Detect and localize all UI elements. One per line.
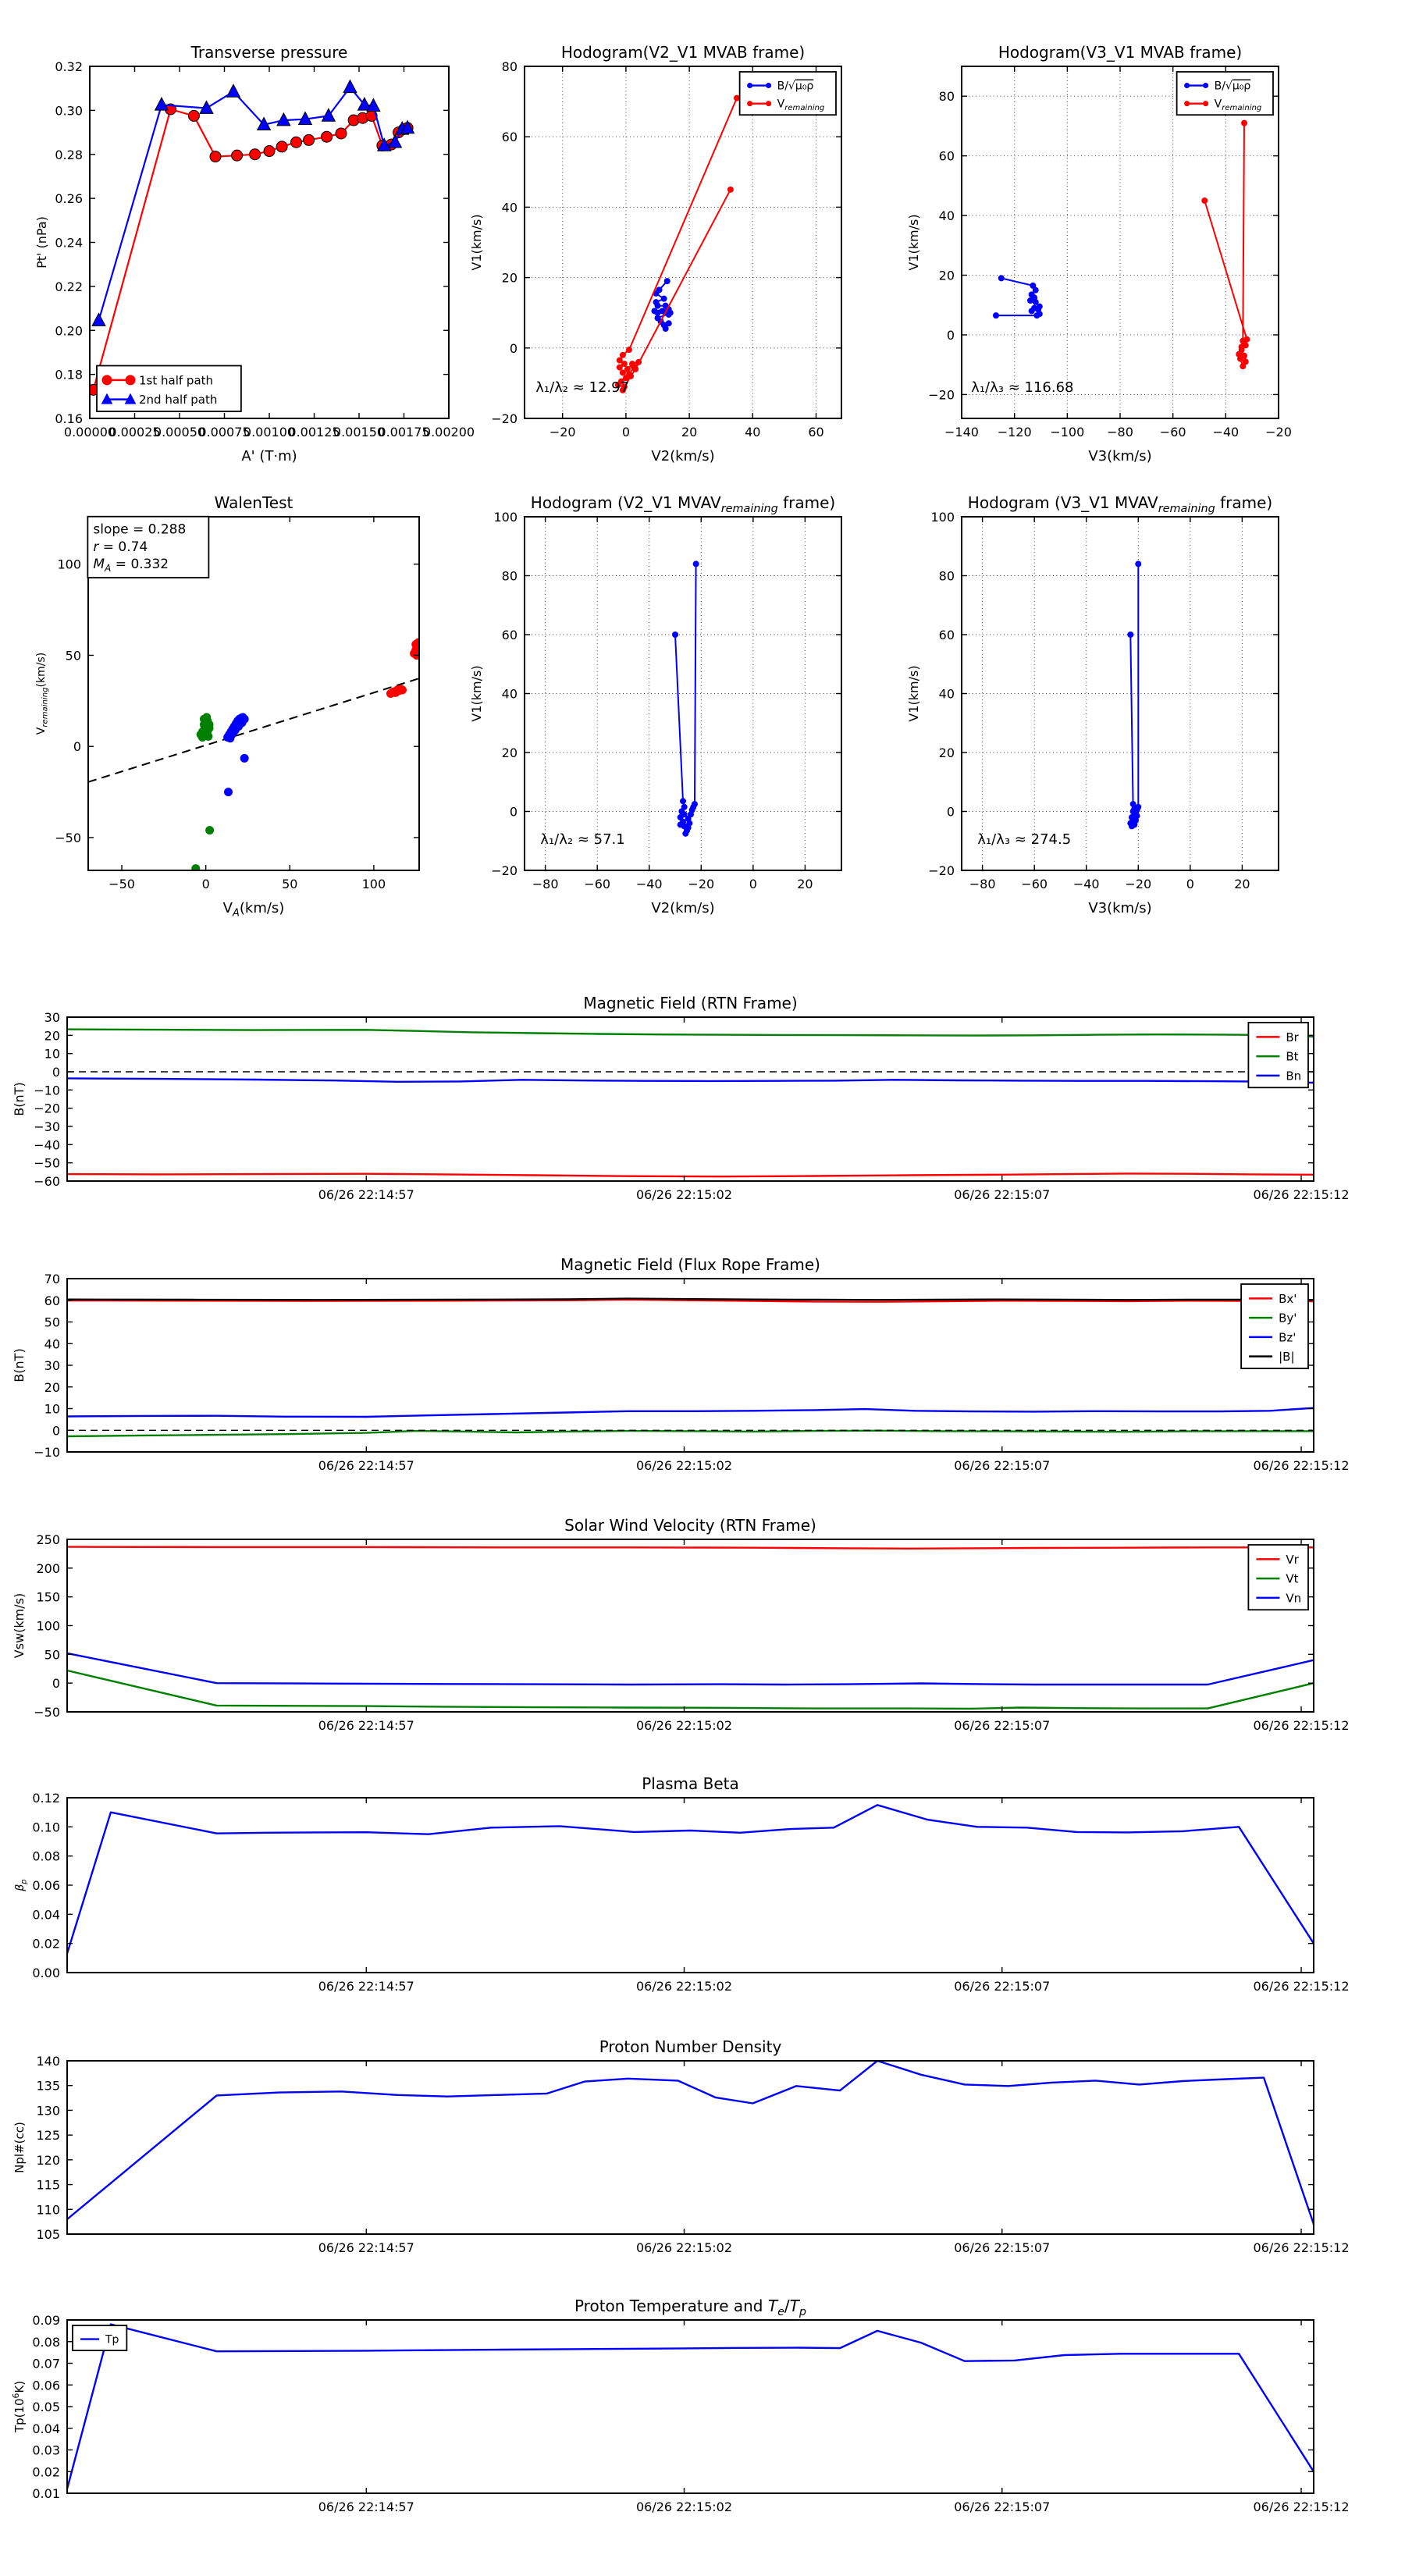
y-tick-label: 0 — [509, 340, 518, 356]
circle-marker — [414, 650, 422, 659]
circle-marker — [1184, 83, 1190, 88]
panel-hodogram-v2v1-mvab — [469, 43, 841, 464]
circle-marker — [663, 326, 669, 332]
y-tick-label: 10 — [44, 1046, 60, 1062]
y-tick-label: 40 — [44, 1336, 60, 1352]
circle-marker — [747, 101, 752, 106]
y-tick-label: 0.12 — [32, 1791, 60, 1806]
circle-marker — [1241, 120, 1247, 126]
x-tick-label: 06/26 22:15:12 — [1253, 1458, 1350, 1473]
x-tick-label: −80 — [969, 877, 996, 891]
x-tick-label: 0.00025 — [108, 425, 161, 439]
circle-marker — [224, 788, 233, 796]
legend — [740, 72, 836, 115]
circle-marker — [672, 632, 678, 638]
legend-item-label: 2nd half path — [139, 393, 218, 407]
y-tick-label: 100 — [493, 510, 518, 525]
panel-hodogram-v3v1-mvav — [906, 493, 1279, 916]
y-tick-label: 0.10 — [32, 1820, 60, 1835]
circle-marker — [747, 83, 752, 88]
axes-background — [67, 1539, 1314, 1712]
y-tick-label: 80 — [501, 568, 518, 584]
x-tick-label: 60 — [808, 425, 824, 439]
y-tick-label: 60 — [44, 1293, 60, 1308]
x-tick-label: 06/26 22:15:07 — [954, 2240, 1051, 2255]
y-axis-label: Pt' (nPa) — [34, 216, 49, 269]
y-tick-label: 20 — [44, 1028, 60, 1044]
panel-title: Magnetic Field (RTN Frame) — [583, 994, 798, 1012]
panel-title: Plasma Beta — [642, 1774, 739, 1793]
x-tick-label: 0.00150 — [333, 425, 386, 439]
legend-item-label: |B| — [1279, 1350, 1295, 1364]
circle-marker — [1033, 312, 1040, 318]
x-tick-label: 0 — [749, 877, 757, 891]
legend-item-label: Bt — [1286, 1049, 1299, 1064]
axes-background — [525, 66, 841, 418]
y-tick-label: 125 — [36, 2128, 60, 2144]
legend-item-label: Vr — [1286, 1552, 1299, 1567]
circle-marker — [993, 312, 999, 318]
x-tick-label: 06/26 22:15:02 — [635, 1979, 733, 1994]
panel-title: WalenTest — [214, 493, 293, 512]
circle-marker — [202, 713, 211, 721]
y-axis-label: V1(km/s) — [469, 665, 484, 722]
y-tick-label: −50 — [34, 1155, 60, 1171]
circle-marker — [998, 275, 1005, 281]
x-tick-label: −100 — [1050, 425, 1085, 439]
y-axis-label: V1(km/s) — [469, 214, 484, 271]
circle-marker — [632, 366, 638, 372]
annotation: λ₁/λ₃ ≈ 274.5 — [977, 831, 1072, 849]
y-tick-label: 50 — [65, 648, 81, 664]
x-tick-label: 06/26 22:15:07 — [954, 1458, 1051, 1473]
y-tick-label: 0.00 — [32, 1966, 60, 1980]
circle-marker — [102, 375, 112, 385]
y-tick-label: 0.05 — [32, 2400, 60, 2414]
legend-item-label: 1st half path — [139, 373, 214, 388]
x-axis-label: A' (T·m) — [241, 448, 297, 464]
circle-marker — [240, 715, 249, 724]
circle-marker — [201, 721, 210, 730]
legend-item-label: Vn — [1286, 1591, 1302, 1606]
x-tick-label: 0.00000 — [63, 425, 116, 439]
x-tick-label: 20 — [797, 877, 813, 891]
y-tick-label: 20 — [938, 268, 955, 283]
y-tick-label: 0 — [52, 1065, 60, 1080]
y-tick-label: 200 — [36, 1560, 60, 1576]
x-tick-label: 06/26 22:14:57 — [318, 2500, 414, 2514]
x-tick-label: 06/26 22:15:12 — [1253, 1979, 1350, 1994]
y-tick-label: 20 — [501, 745, 518, 760]
x-axis-label: V3(km/s) — [1088, 900, 1152, 916]
axes-background — [67, 1798, 1314, 1973]
panel-title: Proton Temperature and $T_e/T_p$ — [574, 2297, 807, 2318]
x-tick-label: −80 — [1107, 425, 1133, 439]
legend — [1248, 1023, 1308, 1087]
circle-marker — [661, 296, 667, 302]
y-tick-label: 0.20 — [55, 323, 83, 339]
legend-item-label: $V_{remaining}$ — [777, 98, 825, 113]
circle-marker — [1184, 101, 1190, 106]
circle-marker — [635, 359, 642, 365]
y-tick-label: −20 — [928, 387, 955, 403]
legend — [1241, 1284, 1308, 1368]
x-tick-label: −50 — [108, 877, 135, 891]
circle-marker — [1029, 308, 1035, 314]
circle-marker — [197, 731, 205, 739]
y-tick-label: −60 — [34, 1174, 60, 1189]
x-axis-label: V2(km/s) — [651, 900, 715, 916]
y-tick-label: 0.02 — [32, 1936, 60, 1952]
circle-marker — [1201, 197, 1208, 204]
panel-walen-test — [35, 493, 424, 920]
y-tick-label: 100 — [36, 1618, 60, 1634]
y-axis-label: B(nT) — [12, 1348, 27, 1382]
circle-marker — [226, 734, 234, 742]
y-tick-label: 0.07 — [32, 2356, 60, 2371]
annotation: r = 0.74 — [93, 539, 148, 555]
circle-marker — [655, 303, 661, 309]
panel-hodogram-v2v1-mvav — [469, 493, 841, 916]
x-tick-label: 0 — [1186, 877, 1194, 891]
y-tick-label: 40 — [501, 686, 518, 702]
x-tick-label: 0.00050 — [153, 425, 206, 439]
y-tick-label: 60 — [501, 628, 518, 642]
circle-marker — [628, 373, 634, 379]
x-tick-label: 06/26 22:15:07 — [954, 1979, 1051, 1994]
panel-hodogram-v3v1-mvab — [906, 43, 1292, 464]
y-tick-label: 0.04 — [32, 1907, 60, 1923]
y-tick-label: 20 — [44, 1379, 60, 1395]
annotation: $M_A = 0.332$ — [93, 556, 169, 575]
circle-marker — [1203, 101, 1208, 106]
circle-marker — [232, 150, 243, 161]
x-axis-label: V2(km/s) — [651, 448, 715, 464]
y-tick-label: 250 — [36, 1532, 60, 1547]
y-tick-label: 100 — [57, 557, 81, 572]
y-tick-label: 80 — [938, 89, 955, 105]
panel-solar-wind-velocity — [12, 1516, 1350, 1733]
panel-title: Magnetic Field (Flux Rope Frame) — [560, 1255, 820, 1274]
panel-magnetic-field-flux-rope — [12, 1255, 1350, 1473]
circle-marker — [322, 131, 333, 142]
circle-marker — [1135, 560, 1141, 567]
y-tick-label: 130 — [36, 2103, 60, 2119]
axes-background — [67, 1017, 1314, 1181]
annotation: λ₁/λ₃ ≈ 116.68 — [971, 379, 1074, 397]
y-axis-label: $\beta_p$ — [14, 1879, 29, 1891]
y-tick-label: 60 — [938, 148, 955, 164]
y-axis-label: Vsw(km/s) — [12, 1592, 27, 1659]
legend-item-label: B/√μ₀ρ — [777, 80, 814, 93]
y-tick-label: −40 — [34, 1137, 60, 1153]
y-tick-label: −50 — [55, 830, 81, 845]
panel-transverse-pressure — [34, 43, 475, 464]
panel-title: Hodogram(V2_V1 MVAB frame) — [560, 43, 806, 62]
circle-marker — [664, 278, 670, 284]
y-tick-label: −10 — [34, 1083, 60, 1098]
circle-marker — [1203, 83, 1208, 88]
x-tick-label: 06/26 22:15:07 — [954, 1718, 1051, 1733]
x-tick-label: 06/26 22:15:02 — [635, 2500, 733, 2514]
circle-marker — [250, 149, 261, 160]
panel-proton-temperature — [11, 2297, 1350, 2514]
circle-marker — [336, 128, 347, 139]
x-tick-label: −60 — [1021, 877, 1048, 891]
x-tick-label: −80 — [532, 877, 559, 891]
x-tick-label: −140 — [944, 425, 979, 439]
x-tick-label: 0.00200 — [422, 425, 475, 439]
circle-marker — [666, 320, 672, 326]
legend-item-label: Vt — [1286, 1571, 1299, 1586]
circle-marker — [617, 365, 623, 371]
legend-item-label: Bz' — [1279, 1330, 1297, 1345]
annotation: λ₁/λ₂ ≈ 12.97 — [535, 379, 630, 397]
circle-marker — [304, 134, 315, 145]
y-axis-label: V1(km/s) — [906, 214, 921, 271]
circle-marker — [398, 685, 407, 694]
x-tick-label: 06/26 22:15:07 — [954, 1187, 1051, 1202]
circle-marker — [1027, 297, 1033, 304]
y-tick-label: 80 — [938, 568, 955, 584]
x-tick-label: −60 — [584, 877, 611, 891]
circle-marker — [240, 754, 249, 763]
circle-marker — [191, 864, 200, 873]
circle-marker — [682, 831, 688, 837]
circle-marker — [291, 137, 302, 148]
x-tick-label: 20 — [681, 425, 698, 439]
x-tick-label: 100 — [361, 877, 386, 891]
x-tick-label: −60 — [1159, 425, 1186, 439]
y-tick-label: 0.04 — [32, 2421, 60, 2436]
circle-marker — [727, 187, 734, 193]
y-tick-label: 60 — [501, 130, 518, 145]
legend — [1248, 1545, 1308, 1610]
y-tick-label: 0.02 — [32, 2464, 60, 2480]
y-tick-label: 0 — [946, 327, 955, 343]
x-tick-label: −40 — [635, 877, 663, 891]
circle-marker — [766, 101, 771, 106]
circle-marker — [1127, 632, 1133, 638]
x-tick-label: 06/26 22:15:02 — [635, 2240, 733, 2255]
y-tick-label: 0 — [73, 739, 81, 755]
circle-marker — [692, 801, 698, 807]
x-tick-label: −40 — [1072, 877, 1100, 891]
panel-title: Hodogram (V2_V1 $MVAV_{remaining}$ frame) — [530, 493, 836, 515]
y-tick-label: 10 — [44, 1401, 60, 1417]
y-tick-label: 0.06 — [32, 1878, 60, 1893]
y-tick-label: 20 — [501, 270, 518, 286]
panel-proton-number-density — [12, 2037, 1350, 2255]
x-tick-label: 06/26 22:15:02 — [635, 1458, 733, 1473]
y-tick-label: 135 — [36, 2078, 60, 2094]
x-tick-label: −20 — [688, 877, 715, 891]
x-tick-label: 0.00125 — [288, 425, 340, 439]
legend — [73, 2325, 126, 2350]
y-tick-label: 105 — [36, 2227, 60, 2242]
y-tick-label: −50 — [34, 1705, 60, 1720]
legend-item-label: Bx' — [1279, 1291, 1297, 1306]
y-axis-label: V1(km/s) — [906, 665, 921, 722]
legend-item-label: B/√μ₀ρ — [1214, 80, 1251, 93]
x-tick-label: 0 — [201, 877, 210, 891]
y-tick-label: 0.18 — [55, 367, 83, 382]
y-tick-label: −20 — [491, 863, 518, 878]
x-tick-label: 06/26 22:15:12 — [1253, 2240, 1350, 2255]
y-tick-label: 0.01 — [32, 2486, 60, 2501]
x-axis-label: V3(km/s) — [1088, 448, 1152, 464]
y-tick-label: 0.03 — [32, 2443, 60, 2458]
circle-marker — [264, 146, 275, 157]
x-tick-label: 50 — [282, 877, 298, 891]
y-tick-label: 80 — [501, 59, 518, 74]
y-tick-label: 50 — [44, 1647, 60, 1663]
legend-item-label: Tp — [105, 2333, 119, 2347]
legend-item-label: $V_{remaining}$ — [1214, 98, 1262, 113]
circle-marker — [680, 798, 686, 804]
y-axis-label: $V_{remaining}(km/s)$ — [35, 652, 50, 735]
y-tick-label: 115 — [36, 2177, 60, 2193]
y-tick-label: 0.08 — [32, 1848, 60, 1864]
y-tick-label: 0.24 — [55, 235, 83, 251]
circle-marker — [1135, 804, 1141, 810]
x-tick-label: 06/26 22:14:57 — [318, 1458, 414, 1473]
legend — [97, 366, 241, 412]
y-tick-label: −20 — [928, 863, 955, 878]
x-tick-label: 06/26 22:15:12 — [1253, 2500, 1350, 2514]
panel-title: Hodogram(V3_V1 MVAB frame) — [998, 43, 1243, 62]
x-tick-label: 06/26 22:15:12 — [1253, 1718, 1350, 1733]
y-tick-label: 50 — [44, 1315, 60, 1330]
y-axis-label: B(nT) — [12, 1082, 27, 1116]
circle-marker — [204, 732, 212, 741]
x-tick-label: 06/26 22:14:57 — [318, 1718, 414, 1733]
x-tick-label: 0 — [621, 425, 631, 439]
y-tick-label: 0 — [946, 804, 955, 820]
y-tick-label: 0.06 — [32, 2378, 60, 2393]
legend-item-label: Br — [1286, 1030, 1299, 1044]
y-tick-label: 0.26 — [55, 191, 83, 207]
circle-marker — [620, 352, 626, 358]
circle-marker — [1243, 336, 1250, 343]
axes-background — [67, 2320, 1314, 2493]
circle-marker — [766, 83, 771, 88]
circle-marker — [1241, 353, 1247, 359]
panel-title: Solar Wind Velocity (RTN Frame) — [564, 1516, 816, 1535]
x-tick-label: 06/26 22:15:07 — [954, 2500, 1051, 2514]
x-tick-label: −20 — [1125, 877, 1152, 891]
y-tick-label: 0.09 — [32, 2313, 60, 2328]
legend — [1177, 72, 1273, 115]
y-tick-label: −30 — [34, 1119, 60, 1134]
panel-title: Transverse pressure — [190, 43, 348, 62]
y-tick-label: 40 — [501, 200, 518, 215]
y-tick-label: 30 — [44, 1358, 60, 1373]
circle-marker — [624, 366, 631, 372]
circle-marker — [667, 310, 674, 316]
y-tick-label: 0.32 — [55, 59, 83, 74]
panel-plasma-beta — [14, 1774, 1350, 1994]
circle-marker — [205, 826, 214, 834]
circle-marker — [388, 688, 397, 697]
x-tick-label: 0.00175 — [378, 425, 430, 439]
panel-title: Hodogram (V3_V1 $MVAV_{remaining}$ frame) — [967, 493, 1273, 515]
y-tick-label: 30 — [44, 1010, 60, 1025]
x-tick-label: 06/26 22:14:57 — [318, 1979, 414, 1994]
axes-background — [67, 1279, 1314, 1452]
y-tick-label: 40 — [938, 686, 955, 702]
x-tick-label: −20 — [1265, 425, 1292, 439]
y-tick-label: 40 — [938, 208, 955, 224]
x-tick-label: 06/26 22:14:57 — [318, 2240, 414, 2255]
x-tick-label: 0.00100 — [243, 425, 296, 439]
circle-marker — [210, 151, 221, 162]
y-tick-label: 0.16 — [55, 411, 83, 426]
y-axis-label: $Tp(10^6K)$ — [11, 2380, 27, 2433]
circle-marker — [126, 375, 136, 385]
y-tick-label: 0.30 — [55, 103, 83, 119]
x-tick-label: 06/26 22:15:02 — [635, 1718, 733, 1733]
y-tick-label: 140 — [36, 2054, 60, 2069]
x-tick-label: −40 — [1212, 425, 1240, 439]
y-axis-label: Npl#(cc) — [12, 2122, 27, 2173]
y-tick-label: 110 — [36, 2202, 60, 2218]
y-tick-label: 0.28 — [55, 147, 83, 162]
circle-marker — [1243, 358, 1249, 365]
y-tick-label: 0 — [52, 1423, 60, 1439]
x-tick-label: 06/26 22:15:02 — [635, 1187, 733, 1202]
legend-item-label: Bn — [1286, 1069, 1302, 1083]
x-tick-label: 20 — [1234, 877, 1250, 891]
x-axis-label: $V_A(km/s)$ — [222, 900, 285, 920]
y-tick-label: −20 — [34, 1101, 60, 1116]
y-tick-label: 20 — [938, 745, 955, 760]
y-tick-label: 60 — [938, 628, 955, 642]
y-tick-label: 150 — [36, 1589, 60, 1605]
y-tick-label: 100 — [930, 510, 955, 525]
x-tick-label: 0.00075 — [198, 425, 251, 439]
y-tick-label: 0 — [509, 804, 518, 820]
x-tick-label: 06/26 22:15:12 — [1253, 1187, 1350, 1202]
y-tick-label: −10 — [34, 1445, 60, 1460]
x-tick-label: 40 — [745, 425, 761, 439]
y-tick-label: 0.08 — [32, 2334, 60, 2350]
y-tick-label: 70 — [44, 1272, 60, 1286]
circle-marker — [188, 110, 199, 121]
y-tick-label: −20 — [491, 411, 518, 426]
circle-marker — [276, 141, 287, 152]
y-tick-label: 0 — [52, 1676, 60, 1692]
y-tick-label: 120 — [36, 2152, 60, 2168]
panel-magnetic-field-rtn — [12, 994, 1350, 1202]
panel-title: Proton Number Density — [599, 2037, 782, 2056]
annotation: slope = 0.288 — [93, 521, 187, 538]
circle-marker — [693, 560, 699, 567]
y-tick-label: 0.22 — [55, 279, 83, 294]
circle-marker — [626, 347, 632, 353]
x-tick-label: −120 — [997, 425, 1032, 439]
x-tick-label: 06/26 22:14:57 — [318, 1187, 414, 1202]
legend-item-label: By' — [1279, 1311, 1297, 1325]
annotation: λ₁/λ₂ ≈ 57.1 — [540, 831, 625, 849]
x-tick-label: −20 — [549, 425, 576, 439]
